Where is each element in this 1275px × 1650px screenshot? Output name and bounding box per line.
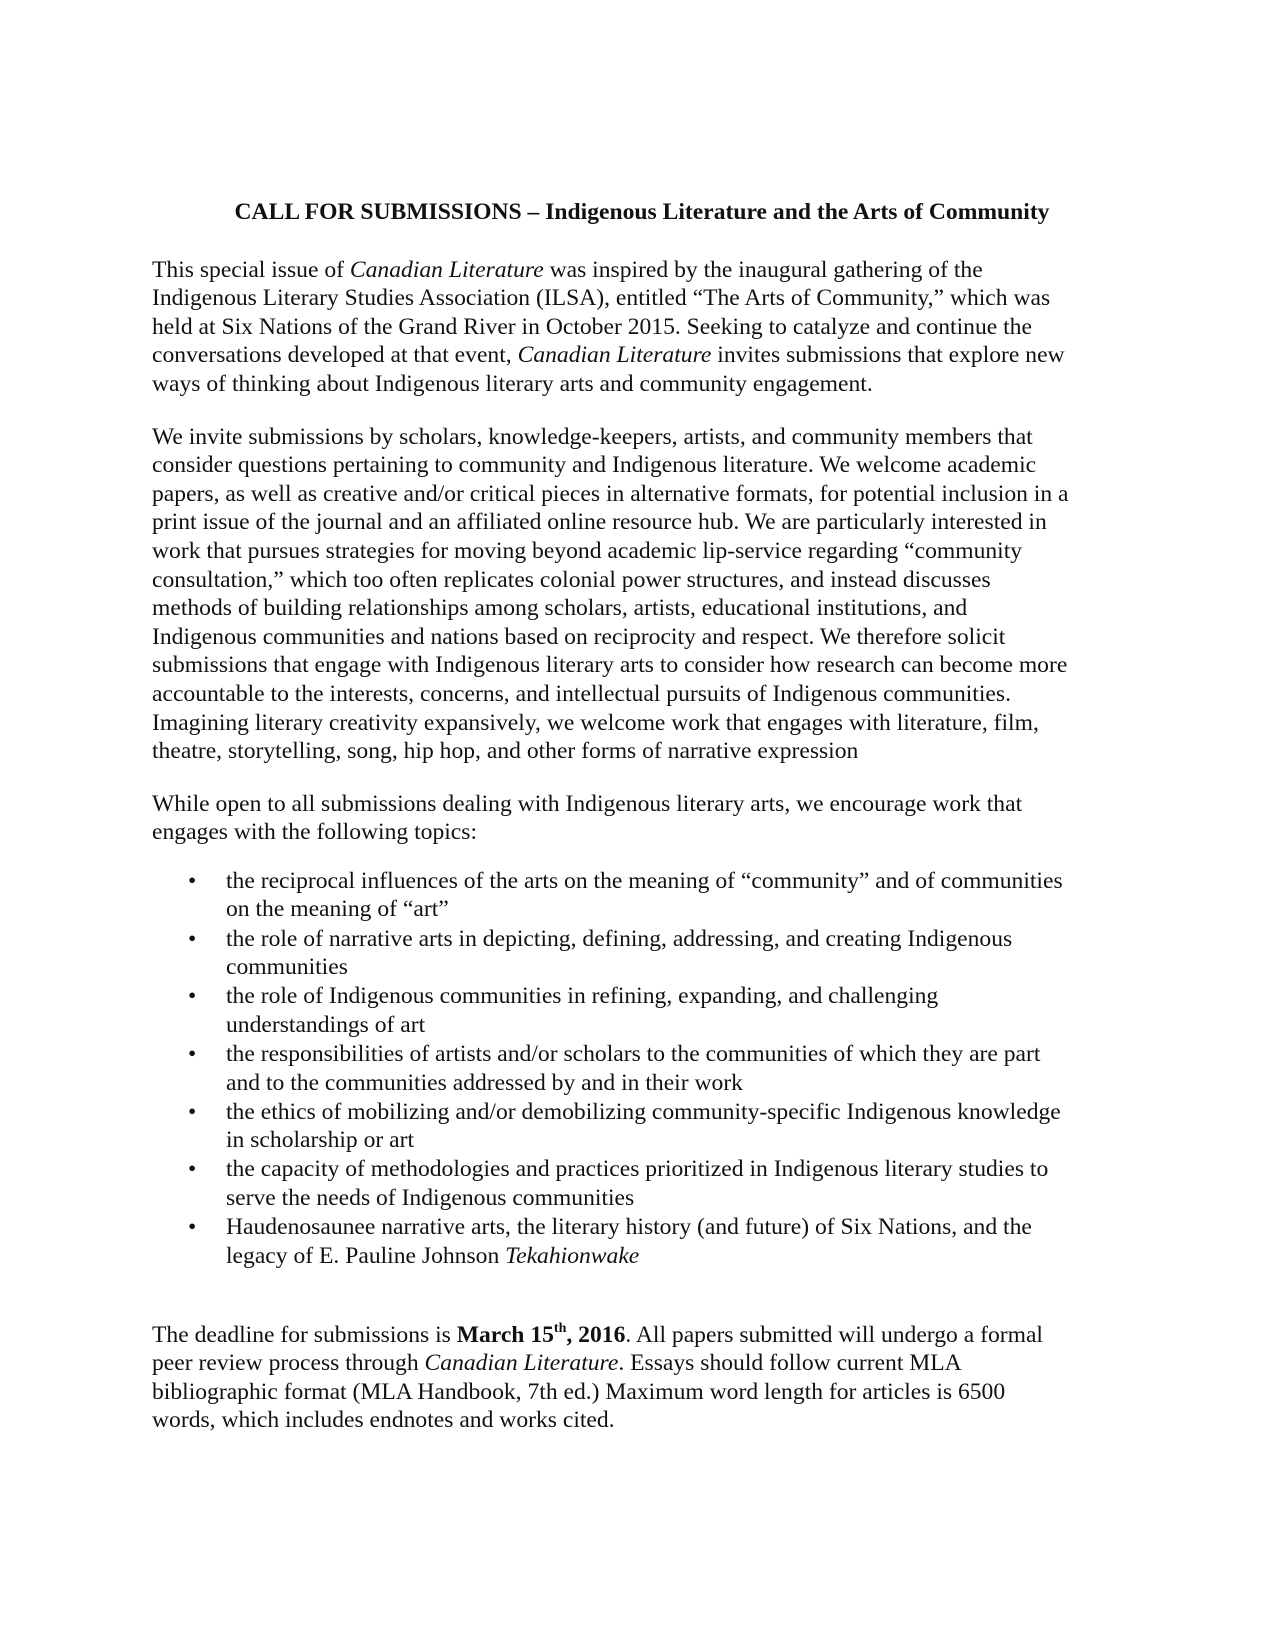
deadline-paragraph [152, 1321, 1132, 1435]
list-item: • the role of narrative arts in depicting, defining, addressing, and creating Indigenous communities [188, 925, 1013, 981]
journal-title: Canadian Literature [517, 342, 712, 369]
list-item: • the reciprocal influences of the arts on the meaning of “community” and of communities on the meaning of “art” [188, 867, 1063, 923]
invite-paragraph [152, 423, 1132, 766]
list-item: • the role of Indigenous communities in refining, expanding, and challenging understandings of art [188, 983, 939, 1038]
deadline-line: bibliographic format (MLA Handbook, 7th ed.) Maximum word length for articles is 6500 [152, 1378, 1006, 1405]
journal-title: Canadian Literature [424, 1350, 619, 1377]
invite-line: print issue of the journal and an affiliated online resource hub. We are particularly interested in [152, 509, 1047, 536]
list-item: • Haudenosaunee narrative arts, the literary history (and future) of Six Nations, and the legacy of E. Pauline Johnson Tekahionwake [188, 1214, 1032, 1269]
deadline-line: peer review process through Canadian Literature. Essays should follow current MLA [152, 1350, 962, 1377]
bullet-icon: • [188, 1156, 197, 1183]
intro-line: conversations developed at that event, Canadian Literature invites submissions that explore new [152, 342, 1065, 369]
bullet-icon: • [188, 983, 197, 1010]
list-item: • the ethics of mobilizing and/or demobilizing community-specific Indigenous knowledge in scholarship or art [188, 1098, 1061, 1154]
invite-line: accountable to the interests, concerns, and intellectual pursuits of Indigenous communities. [152, 680, 1011, 707]
intro-paragraph [152, 256, 1132, 399]
bullet-icon: • [188, 1098, 197, 1125]
invite-line: submissions that engage with Indigenous literary arts to consider how research can become more [152, 652, 1068, 679]
invite-line: We invite submissions by scholars, knowledge-keepers, artists, and community members that [152, 423, 1033, 450]
invite-line: consultation,” which too often replicates colonial power structures, and instead discusses [152, 566, 991, 593]
bullet-icon: • [188, 1214, 197, 1240]
intro-line: held at Six Nations of the Grand River in October 2015. Seeking to catalyze and continue the [152, 313, 1032, 340]
intro-line: Indigenous Literary Studies Association (ILSA), entitled “The Arts of Community,” which was [152, 285, 1051, 312]
invite-line: consider questions pertaining to community and Indigenous literature. We welcome academic [152, 452, 1037, 479]
topics-intro-paragraph [152, 790, 1132, 847]
invite-line: Imagining literary creativity expansively, we welcome work that engages with literature, film, [152, 709, 1039, 736]
bullet-icon: • [188, 1040, 197, 1067]
topics-intro-line: engages with the following topics: [152, 819, 478, 846]
invite-line: Indigenous communities and nations based on reciprocity and respect. We therefore solicit [152, 623, 1006, 650]
document-page [152, 198, 1132, 1459]
deadline-date: March 15th, 2016 [456, 1320, 626, 1348]
intro-line: This special issue of Canadian Literature was inspired by the inaugural gathering of the [152, 256, 983, 283]
invite-line: papers, as well as creative and/or critical pieces in alternative formats, for potential inclusion in a [152, 480, 1069, 507]
journal-title: Canadian Literature [349, 256, 544, 283]
bullet-icon: • [188, 925, 197, 952]
invite-line: methods of building relationships among scholars, artists, educational institutions, and [152, 595, 968, 622]
list-item: • the capacity of methodologies and practices prioritized in Indigenous literary studies to serve the needs of Indigenous communities [188, 1156, 1049, 1211]
invite-line: work that pursues strategies for moving beyond academic lip-service regarding “community [152, 537, 1023, 564]
bullet-icon: • [188, 867, 197, 894]
page-title: CALL FOR SUBMISSIONS – Indigenous Literature and the Arts of Community [234, 199, 1050, 225]
list-item: • the responsibilities of artists and/or scholars to the communities of which they are part and to the communities addressed by and in their work [188, 1040, 1041, 1096]
topics-list [152, 867, 1132, 1270]
name-tekahionwake: Tekahionwake [505, 1242, 640, 1269]
invite-line: theatre, storytelling, song, hip hop, and other forms of narrative expression [152, 738, 859, 765]
deadline-line: The deadline for submissions is March 15th, 2016. All papers submitted will undergo a formal [152, 1320, 1043, 1348]
deadline-line: words, which includes endnotes and works cited. [152, 1407, 615, 1434]
topics-intro-line: While open to all submissions dealing with Indigenous literary arts, we encourage work that [152, 790, 1023, 817]
intro-line: ways of thinking about Indigenous literary arts and community engagement. [152, 370, 873, 397]
section-spacer [152, 1271, 1132, 1321]
